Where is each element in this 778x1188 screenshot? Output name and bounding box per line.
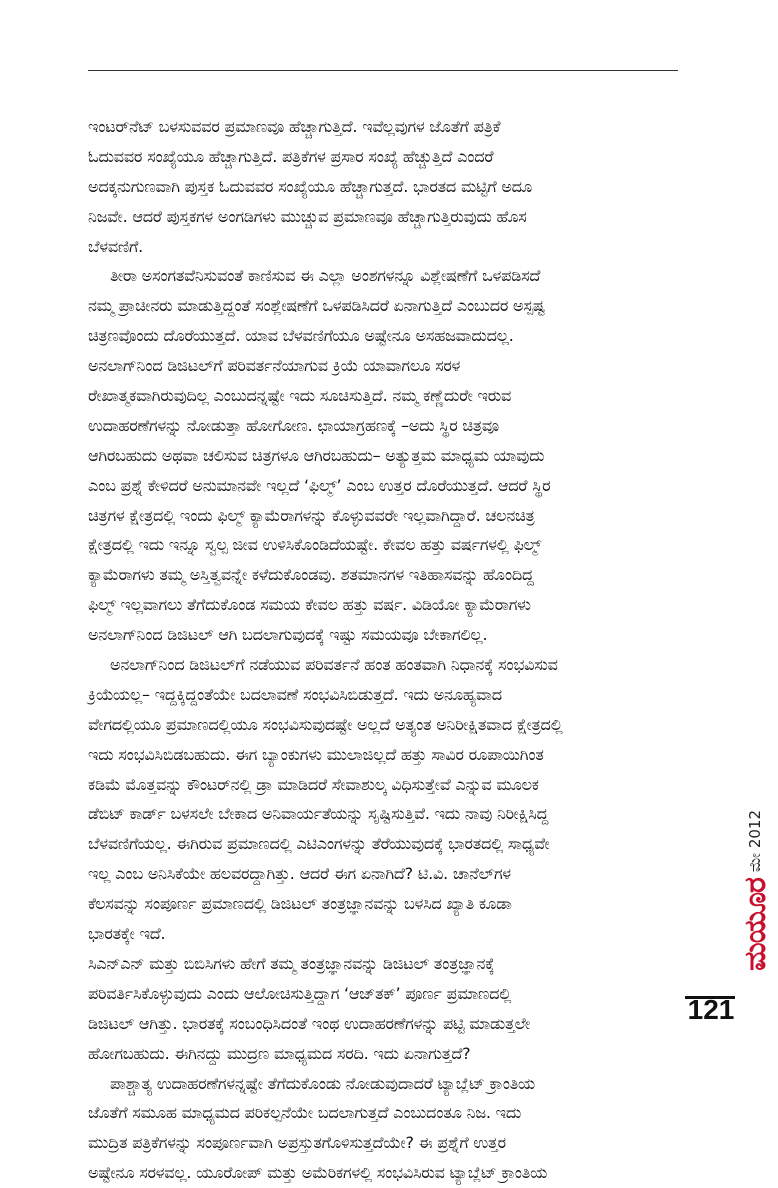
article-line: ಪಾಶ್ಚಾತ್ಯ ಉದಾಹರಣೆಗಳನ್ನಷ್ಟೇ ತೆಗೆದುಕೊಂಡು ನೋಡುವುದಾದರೆ ಟ್ಯಾಬ್ಲೆಟ್ ಕ್ರಾಂತಿಯ [110, 1073, 535, 1093]
article-line: ಅನಲಾಗ್‌ನಿಂದ ಡಿಜಿಟಲ್‌ಗೆ ನಡೆಯುವ ಪರಿವರ್ತನೆ ಹಂತ ಹಂತವಾಗಿ ನಿಧಾನಕ್ಕೆ ಸಂಭವಿಸುವ [110, 655, 558, 675]
article-body [88, 112, 666, 1188]
article-line: ಡಿಜಿಟಲ್ ಆಗಿತ್ತು. ಭಾರತಕ್ಕೆ ಸಂಬಂಧಿಸಿದಂತೆ ಇಂಥ ಉದಾಹರಣೆಗಳನ್ನು ಪಟ್ಟಿ ಮಾಡುತ್ತಲೇ [88, 1013, 531, 1033]
article-line: ಬೆಳವಣಿಗೆ. [88, 236, 144, 256]
article-line: ಕ್ಷೇತ್ರದಲ್ಲಿ ಇದು ಇನ್ನೂ ಸ್ವಲ್ಪ ಜೀವ ಉಳಿಸಿಕೊಂಡಿದೆಯಷ್ಟೇ. ಕೇವಲ ಹತ್ತು ವರ್ಷಗಳಲ್ಲಿ ಫಿಲ್ಮ್ [88, 535, 542, 555]
article-line: ಜೊತೆಗೆ ಸಮೂಹ ಮಾಧ್ಯಮದ ಪರಿಕಲ್ಪನೆಯೇ ಬದಲಾಗುತ್ತದೆ ಎಂಬುದಂತೂ ನಿಜ. ಇದು [88, 1103, 522, 1123]
article-line: ಫಿಲ್ಮ್ ಇಲ್ಲವಾಗಲು ತೆಗೆದುಕೊಂಡ ಸಮಯ ಕೇವಲ ಹತ್ತು ವರ್ಷ. ವಿಡಿಯೋ ಕ್ಯಾಮೆರಾಗಳು [88, 595, 531, 615]
article-line: ಕಡಿಮೆ ಮೊತ್ತವನ್ನು ಕೌಂಟರ್‌ನಲ್ಲಿ ಡ್ರಾ ಮಾಡಿದರೆ ಸೇವಾಶುಲ್ಕ ವಿಧಿಸುತ್ತೇವೆ ಎನ್ನುವ ಮೂಲಕ [88, 774, 539, 794]
article-line: ಬೆಳವಣಿಗೆಯಲ್ಲ. ಈಗಿರುವ ಪ್ರಮಾಣದಲ್ಲಿ ಎಟಿಎಂಗಳನ್ನು ತೆರೆಯುವುದಕ್ಕೆ ಭಾರತದಲ್ಲಿ ಸಾಧ್ಯವೇ [88, 834, 550, 854]
article-line: ಓದುವವರ ಸಂಖ್ಯೆಯೂ ಹೆಚ್ಚಾಗುತ್ತಿದೆ. ಪತ್ರಿಕೆಗಳ ಪ್ರಸಾರ ಸಂಖ್ಯೆ ಹೆಚ್ಚುತ್ತಿದೆ ಎಂದರೆ [88, 146, 494, 166]
article-line: ಅನಲಾಗ್‌ನಿಂದ ಡಿಜಿಟಲ್ ಆಗಿ ಬದಲಾಗುವುದಕ್ಕೆ ಇಷ್ಟು ಸಮಯವೂ ಬೇಕಾಗಲಿಲ್ಲ. [88, 625, 488, 645]
article-line: ಇಂಟರ್‌ನೆಟ್ ಬಳಸುವವರ ಪ್ರಮಾಣವೂ ಹೆಚ್ಚಾಗುತ್ತಿದೆ. ಇವೆಲ್ಲವುಗಳ ಜೊತೆಗೆ ಪತ್ರಿಕೆ [88, 117, 501, 136]
article-line: ಎಂಬ ಪ್ರಶ್ನೆ ಕೇಳಿದರೆ ಅನುಮಾನವೇ ಇಲ್ಲದೆ ‘ಫಿಲ್ಮ್’ ಎಂಬ ಉತ್ತರ ದೊರೆಯುತ್ತದೆ. ಆದರೆ ಸ್ಥಿರ [88, 475, 551, 495]
article-line: ಅನಲಾಗ್‌ನಿಂದ ಡಿಜಿಟಲ್‌ಗೆ ಪರಿವರ್ತನೆಯಾಗುವ ಕ್ರಿಯೆ ಯಾವಾಗಲೂ ಸರಳ [88, 356, 461, 376]
article-line: ನಮ್ಮ ಪ್ರಾಚೀನರು ಮಾಡುತ್ತಿದ್ದಂತೆ ಸಂಶ್ಲೇಷಣೆಗೆ ಒಳಪಡಿಸಿದರೆ ಏನಾಗುತ್ತಿದೆ ಎಂಬುದರ ಅಸ್ಪಷ್ಟ [88, 296, 545, 316]
article-line: ಸಿಎನ್‌ಎನ್ ಮತ್ತು ಬಿಬಿಸಿಗಳು ಹೇಗೆ ತಮ್ಮ ತಂತ್ರಜ್ಞಾನವನ್ನು ಡಿಜಿಟಲ್ ತಂತ್ರಜ್ಞಾನಕ್ಕೆ [88, 953, 495, 973]
article-line: ಚಿತ್ರಣವೊಂದು ದೊರೆಯುತ್ತದೆ. ಯಾವ ಬೆಳವಣಿಗೆಯೂ ಅಷ್ಟೇನೂ ಅಸಹಜವಾದುದಲ್ಲ. [88, 326, 514, 346]
article-line: ಮುದ್ರಿತ ಪತ್ರಿಕೆಗಳನ್ನು ಸಂಪೂರ್ಣವಾಗಿ ಅಪ್ರಸ್ತುತಗೊಳಿಸುತ್ತದೆಯೇ? ಈ ಪ್ರಶ್ನೆಗೆ ಉತ್ತರ [88, 1133, 506, 1153]
article-line: ನಿಜವೇ. ಆದರೆ ಪುಸ್ತಕಗಳ ಅಂಗಡಿಗಳು ಮುಚ್ಚುವ ಪ್ರಮಾಣವೂ ಹೆಚ್ಚಾಗುತ್ತಿರುವುದು ಹೊಸ [88, 206, 527, 226]
article-line: ರೇಖಾತ್ಮಕವಾಗಿರುವುದಿಲ್ಲ ಎಂಬುದನ್ನಷ್ಟೇ ಇದು ಸೂಚಿಸುತ್ತಿದೆ. ನಮ್ಮ ಕಣ್ಣೆದುರೇ ಇರುವ [88, 386, 512, 406]
top-divider [88, 70, 678, 71]
article-line: ಭಾರತಕ್ಕೇ ಇದೆ. [88, 924, 166, 944]
magazine-logo: ಮಯೂರ [737, 878, 773, 971]
article-line: ಇದು ಸಂಭವಿಸಿಬಿಡಬಹುದು. ಈಗ ಬ್ಯಾಂಕುಗಳು ಮುಲಾಜಿಲ್ಲದೆ ಹತ್ತು ಸಾವಿರ ರೂಪಾಯಿಗಿಂತ [88, 744, 544, 764]
article-line: ಪರಿವರ್ತಿಸಿಕೊಳ್ಳುವುದು ಎಂದು ಆಲೋಚಿಸುತ್ತಿದ್ದಾಗ ‘ಆಜ್‌ತಕ್’ ಪೂರ್ಣ ಪ್ರಮಾಣದಲ್ಲಿ [88, 983, 512, 1003]
article-line: ಕ್ರಿಯೆಯಲ್ಲ– ಇದ್ದಕ್ಕಿದ್ದಂತೆಯೇ ಬದಲಾವಣೆ ಸಂಭವಿಸಿಬಿಡುತ್ತದೆ. ಇದು ಅನೂಹ್ಯವಾದ [88, 684, 502, 704]
article-line: ಇಲ್ಲ ಎಂಬ ಅನಿಸಿಕೆಯೇ ಹಲವರದ್ದಾಗಿತ್ತು. ಆದರೆ ಈಗ ಏನಾಗಿದೆ? ಟಿ.ವಿ. ಚಾನೆಲ್‌ಗಳ [88, 864, 511, 884]
article-line: ಹೋಗಬಹುದು. ಈಗಿನದ್ದು ಮುದ್ರಣ ಮಾಧ್ಯಮದ ಸರದಿ. ಇದು ಏನಾಗುತ್ತದೆ? [88, 1043, 471, 1063]
page-number: 121 [687, 994, 735, 1025]
article-line: ವೇಗದಲ್ಲಿಯೂ ಪ್ರಮಾಣದಲ್ಲಿಯೂ ಸಂಭವಿಸುವುದಷ್ಟೇ ಅಲ್ಲದೆ ಅತ್ಯಂತ ಅನಿರೀಕ್ಷಿತವಾದ ಕ್ಷೇತ್ರದಲ್ಲಿ [88, 714, 563, 734]
article-line: ಅದಕ್ಕನುಗುಣವಾಗಿ ಪುಸ್ತಕ ಓದುವವರ ಸಂಖ್ಯೆಯೂ ಹೆಚ್ಚಾಗುತ್ತದೆ. ಭಾರತದ ಮಟ್ಟಿಗೆ ಅದೂ [88, 176, 533, 196]
article-line: ಕ್ಯಾಮೆರಾಗಳು ತಮ್ಮ ಅಸ್ತಿತ್ವವನ್ನೇ ಕಳೆದುಕೊಂಡವು. ಶತಮಾನಗಳ ಇತಿಹಾಸವನ್ನು ಹೊಂದಿದ್ದ [88, 565, 534, 585]
article-line: ಆಗಿರಬಹುದು ಅಥವಾ ಚಲಿಸುವ ಚಿತ್ರಗಳೂ ಆಗಿರಬಹುದು– ಅತ್ಯುತ್ತಮ ಮಾಧ್ಯಮ ಯಾವುದು [88, 445, 545, 465]
article-line: ಉದಾಹರಣೆಗಳನ್ನು ನೋಡುತ್ತಾ ಹೋಗೋಣ. ಛಾಯಾಗ್ರಹಣಕ್ಕೆ –ಅದು ಸ್ಥಿರ ಚಿತ್ರವೂ [88, 415, 499, 435]
issue-date: ಮೇ 2012 [746, 810, 764, 873]
article-line: ಅಷ್ಟೇನೂ ಸರಳವಲ್ಲ. ಯೂರೋಪ್ ಮತ್ತು ಅಮೆರಿಕಗಳಲ್ಲಿ ಸಂಭವಿಸಿರುವ ಟ್ಯಾಬ್ಲೆಟ್ ಕ್ರಾಂತಿಯ [88, 1163, 548, 1183]
article-line: ಡೆಬಿಟ್ ಕಾರ್ಡ್ ಬಳಸಲೇ ಬೇಕಾದ ಅನಿವಾರ್ಯತೆಯನ್ನು ಸೃಷ್ಟಿಸುತ್ತಿವೆ. ಇದು ನಾವು ನಿರೀಕ್ಷಿಸಿದ್ದ [88, 804, 549, 824]
magazine-sidebar [680, 810, 773, 990]
article-line: ಕೆಲಸವನ್ನು ಸಂಪೂರ್ಣ ಪ್ರಮಾಣದಲ್ಲಿ ಡಿಜಿಟಲ್ ತಂತ್ರಜ್ಞಾನವನ್ನು ಬಳಸಿದ ಖ್ಯಾತಿ ಕೂಡಾ [88, 894, 512, 914]
article-line: ಚಿತ್ರಗಳ ಕ್ಷೇತ್ರದಲ್ಲಿ ಇಂದು ಫಿಲ್ಮ್ ಕ್ಯಾಮೆರಾಗಳನ್ನು ಕೊಳ್ಳುವವರೇ ಇಲ್ಲವಾಗಿದ್ದಾರೆ. ಚಲನಚಿತ್ರ [88, 505, 535, 525]
article-line: ತೀರಾ ಅಸಂಗತವೆನಿಸುವಂತೆ ಕಾಣಿಸುವ ಈ ಎಲ್ಲಾ ಅಂಶಗಳನ್ನೂ ವಿಶ್ಲೇಷಣೆಗೆ ಒಳಪಡಿಸದೆ [110, 266, 541, 286]
